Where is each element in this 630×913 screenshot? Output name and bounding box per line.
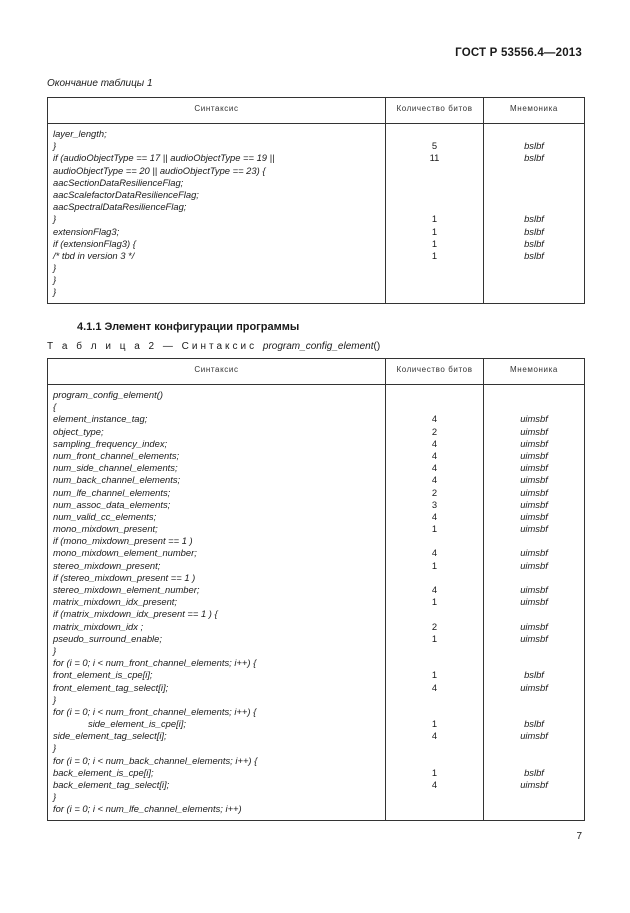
syntax-line: if (mono_mixdown_present == 1 ) bbox=[53, 535, 193, 547]
bits-value: 4 bbox=[431, 584, 438, 595]
syntax-line: front_element_is_cpe[i]; bbox=[53, 669, 153, 681]
bits-value: 4 bbox=[431, 779, 438, 790]
bits-value: 2 bbox=[431, 425, 438, 437]
table1-header-row bbox=[48, 98, 585, 120]
syntax-line: num_lfe_channel_elements; bbox=[53, 486, 171, 498]
syntax-line: num_side_channel_elements; bbox=[53, 462, 178, 474]
bits-value: 5 bbox=[431, 140, 438, 152]
table2 bbox=[47, 358, 585, 821]
syntax-line: } bbox=[53, 140, 57, 152]
syntax-line: /* tbd in version 3 */ bbox=[53, 249, 135, 261]
bits-value: 4 bbox=[431, 413, 438, 425]
mnemonic-value: uimsbf bbox=[520, 681, 548, 693]
bits-value bbox=[386, 274, 483, 286]
mnemonic-value: uimsbf bbox=[520, 620, 548, 632]
syntax-line: num_assoc_data_elements; bbox=[53, 498, 171, 510]
syntax-line: if (audioObjectType == 17 || audioObjectType == 19 || bbox=[53, 152, 275, 164]
syntax-line: side_element_is_cpe[i]; bbox=[88, 718, 186, 730]
mnemonic-value: bslbf bbox=[524, 249, 544, 261]
bits-value bbox=[386, 755, 483, 767]
table2-syntax-column bbox=[48, 385, 386, 821]
syntax-line: for (i = 0; i < num_back_channel_elements; i++) { bbox=[53, 754, 258, 766]
table1 bbox=[47, 97, 585, 304]
table2-header-row bbox=[48, 359, 585, 381]
bits-value bbox=[386, 803, 483, 815]
bits-value: 4 bbox=[431, 547, 438, 559]
bits-value: 1 bbox=[431, 596, 438, 608]
syntax-line: aacSpectralDataResilienceFlag; bbox=[53, 201, 187, 213]
mnemonic-value bbox=[484, 657, 584, 669]
mnemonic-value bbox=[484, 286, 584, 298]
mnemonic-value bbox=[484, 791, 584, 803]
mnemonic-value: uimsbf bbox=[520, 449, 548, 461]
mnemonic-value: uimsbf bbox=[520, 486, 548, 498]
mnemonic-value: uimsbf bbox=[520, 474, 548, 486]
bits-value: 1 bbox=[431, 225, 438, 237]
mnemonic-value: bslbf bbox=[524, 213, 544, 225]
syntax-line: program_config_element() bbox=[53, 389, 163, 400]
syntax-line: for (i = 0; i < num_lfe_channel_elements; i++) bbox=[53, 803, 242, 815]
mnemonic-value bbox=[484, 645, 584, 657]
mnemonic-value: uimsbf bbox=[520, 559, 548, 571]
mnemonic-value: uimsbf bbox=[520, 523, 548, 535]
mnemonic-value: uimsbf bbox=[520, 413, 548, 425]
syntax-line: num_valid_cc_elements; bbox=[53, 510, 157, 522]
syntax-line: } bbox=[53, 274, 57, 286]
mnemonic-value: uimsbf bbox=[520, 425, 548, 437]
syntax-line: } bbox=[53, 262, 57, 274]
syntax-line: sampling_frequency_index; bbox=[53, 437, 168, 449]
bits-value: 1 bbox=[431, 523, 438, 535]
bits-value: 4 bbox=[431, 462, 438, 474]
bits-value: 1 bbox=[431, 237, 438, 249]
mnemonic-value bbox=[484, 274, 584, 286]
mnemonic-value: bslbf bbox=[524, 140, 544, 152]
mnemonic-value: uimsbf bbox=[520, 596, 548, 608]
bits-value bbox=[386, 608, 483, 620]
bits-value bbox=[386, 177, 483, 189]
mnemonic-value bbox=[484, 608, 584, 620]
bits-value: 1 bbox=[431, 718, 438, 730]
bits-value: 4 bbox=[431, 681, 438, 693]
mnemonic-value: uimsbf bbox=[520, 498, 548, 510]
mnemonic-value: uimsbf bbox=[520, 584, 548, 595]
mnemonic-value: bslbf bbox=[524, 225, 544, 237]
bits-value: 1 bbox=[431, 669, 438, 681]
syntax-line: front_element_tag_select[i]; bbox=[53, 681, 169, 693]
syntax-line: aacSectionDataResilienceFlag; bbox=[53, 176, 184, 188]
bits-value bbox=[386, 389, 483, 401]
bits-value: 4 bbox=[431, 730, 438, 742]
table2-caption-func: program_config_element bbox=[262, 341, 374, 352]
bits-value bbox=[386, 189, 483, 201]
syntax-line: matrix_mixdown_idx ; bbox=[53, 620, 144, 632]
bits-value bbox=[386, 657, 483, 669]
bits-value: 1 bbox=[431, 249, 438, 261]
syntax-line: for (i = 0; i < num_front_channel_elements; i++) { bbox=[53, 705, 257, 717]
syntax-line: } bbox=[53, 693, 57, 705]
syntax-line: stereo_mixdown_element_number; bbox=[53, 584, 200, 595]
bits-value: 1 bbox=[431, 766, 438, 778]
bits-value bbox=[386, 694, 483, 706]
bits-value: 11 bbox=[429, 152, 440, 164]
bits-value bbox=[386, 128, 483, 140]
syntax-line: audioObjectType == 20 || audioObjectType == 23) { bbox=[53, 164, 266, 176]
bits-value bbox=[386, 706, 483, 718]
mnemonic-value: uimsbf bbox=[520, 437, 548, 449]
mnemonic-value: bslbf bbox=[524, 237, 544, 249]
mnemonic-value bbox=[484, 755, 584, 767]
table2-caption-prefix: Т а б л и ц а 2 — Синтаксис bbox=[47, 341, 263, 352]
mnemonic-value bbox=[484, 535, 584, 547]
col-header-mnemonic: Мнемоника bbox=[484, 359, 585, 381]
syntax-line: } bbox=[53, 791, 57, 803]
syntax-line: } bbox=[53, 644, 57, 656]
syntax-line: { bbox=[53, 401, 57, 413]
col-header-bits: Количество битов bbox=[386, 98, 484, 120]
bits-value bbox=[386, 201, 483, 213]
bits-value bbox=[386, 645, 483, 657]
table1-syntax-column bbox=[48, 124, 386, 304]
col-header-syntax: Синтаксис bbox=[48, 359, 386, 381]
mnemonic-value: bslbf bbox=[524, 718, 544, 730]
col-header-mnemonic: Мнемоника bbox=[484, 98, 585, 120]
mnemonic-value: uimsbf bbox=[520, 510, 548, 522]
syntax-line: layer_length; bbox=[53, 128, 107, 139]
bits-value bbox=[386, 262, 483, 274]
bits-value: 1 bbox=[431, 213, 438, 225]
syntax-line: back_element_is_cpe[i]; bbox=[53, 766, 154, 778]
mnemonic-value bbox=[484, 128, 584, 140]
syntax-line: if (stereo_mixdown_present == 1 ) bbox=[53, 571, 196, 583]
syntax-line: if (matrix_mixdown_idx_present == 1 ) { bbox=[53, 608, 218, 620]
bits-value bbox=[386, 742, 483, 754]
syntax-line: mono_mixdown_present; bbox=[53, 523, 158, 535]
mnemonic-value: uimsbf bbox=[520, 632, 548, 644]
syntax-line: if (extensionFlag3) { bbox=[53, 237, 136, 249]
mnemonic-value: uimsbf bbox=[520, 462, 548, 474]
mnemonic-value bbox=[484, 189, 584, 201]
mnemonic-value: uimsbf bbox=[520, 547, 548, 559]
mnemonic-value bbox=[484, 706, 584, 718]
syntax-line: } bbox=[53, 742, 57, 754]
section-title: 4.1.1 Элемент конфигурации программы bbox=[77, 321, 300, 333]
table2-bits-column bbox=[386, 385, 484, 821]
bits-value bbox=[386, 165, 483, 177]
mnemonic-value bbox=[484, 165, 584, 177]
mnemonic-value bbox=[484, 742, 584, 754]
bits-value bbox=[386, 401, 483, 413]
bits-value: 2 bbox=[431, 486, 438, 498]
bits-value: 4 bbox=[431, 437, 438, 449]
mnemonic-value bbox=[484, 201, 584, 213]
syntax-line: side_element_tag_select[i]; bbox=[53, 730, 167, 742]
table2-caption-suffix: () bbox=[373, 341, 381, 352]
syntax-line: for (i = 0; i < num_front_channel_elements; i++) { bbox=[53, 657, 257, 669]
bits-value bbox=[386, 791, 483, 803]
bits-value bbox=[386, 572, 483, 584]
bits-value: 2 bbox=[431, 620, 438, 632]
mnemonic-value: uimsbf bbox=[520, 779, 548, 790]
bits-value bbox=[386, 286, 483, 298]
mnemonic-value bbox=[484, 401, 584, 413]
col-header-syntax: Синтаксис bbox=[48, 98, 386, 120]
table1-bits-column bbox=[386, 124, 484, 304]
syntax-line: matrix_mixdown_idx_present; bbox=[53, 596, 178, 608]
syntax-line: pseudo_surround_enable; bbox=[53, 632, 162, 644]
bits-value bbox=[386, 535, 483, 547]
syntax-line: num_back_channel_elements; bbox=[53, 474, 181, 486]
syntax-line: } bbox=[53, 286, 57, 298]
bits-value: 4 bbox=[431, 474, 438, 486]
mnemonic-value: bslbf bbox=[524, 152, 544, 164]
mnemonic-value bbox=[484, 389, 584, 401]
table2-caption bbox=[47, 341, 380, 352]
bits-value: 1 bbox=[431, 632, 438, 644]
bits-value: 3 bbox=[431, 498, 438, 510]
table1-caption: Окончание таблицы 1 bbox=[47, 78, 153, 89]
syntax-line: element_instance_tag; bbox=[53, 413, 148, 425]
mnemonic-value bbox=[484, 694, 584, 706]
syntax-line: } bbox=[53, 213, 57, 225]
page-number: 7 bbox=[576, 831, 582, 842]
mnemonic-value bbox=[484, 177, 584, 189]
standard-header: ГОСТ Р 53556.4—2013 bbox=[455, 47, 582, 59]
bits-value: 4 bbox=[431, 449, 438, 461]
syntax-line: num_front_channel_elements; bbox=[53, 449, 180, 461]
bits-value: 1 bbox=[431, 559, 438, 571]
col-header-bits: Количество битов bbox=[386, 359, 484, 381]
syntax-line: extensionFlag3; bbox=[53, 225, 120, 237]
mnemonic-value bbox=[484, 262, 584, 274]
mnemonic-value: bslbf bbox=[524, 669, 544, 681]
syntax-line: mono_mixdown_element_number; bbox=[53, 547, 197, 559]
mnemonic-value bbox=[484, 803, 584, 815]
mnemonic-value: uimsbf bbox=[520, 730, 548, 742]
table2-mnemonic-column bbox=[484, 385, 585, 821]
syntax-line: object_type; bbox=[53, 425, 104, 437]
syntax-line: aacScalefactorDataResilienceFlag; bbox=[53, 188, 199, 200]
bits-value: 4 bbox=[431, 510, 438, 522]
mnemonic-value bbox=[484, 572, 584, 584]
syntax-line: back_element_tag_select[i]; bbox=[53, 779, 170, 790]
table1-mnemonic-column bbox=[484, 124, 585, 304]
mnemonic-value: bslbf bbox=[524, 766, 544, 778]
syntax-line: stereo_mixdown_present; bbox=[53, 559, 161, 571]
